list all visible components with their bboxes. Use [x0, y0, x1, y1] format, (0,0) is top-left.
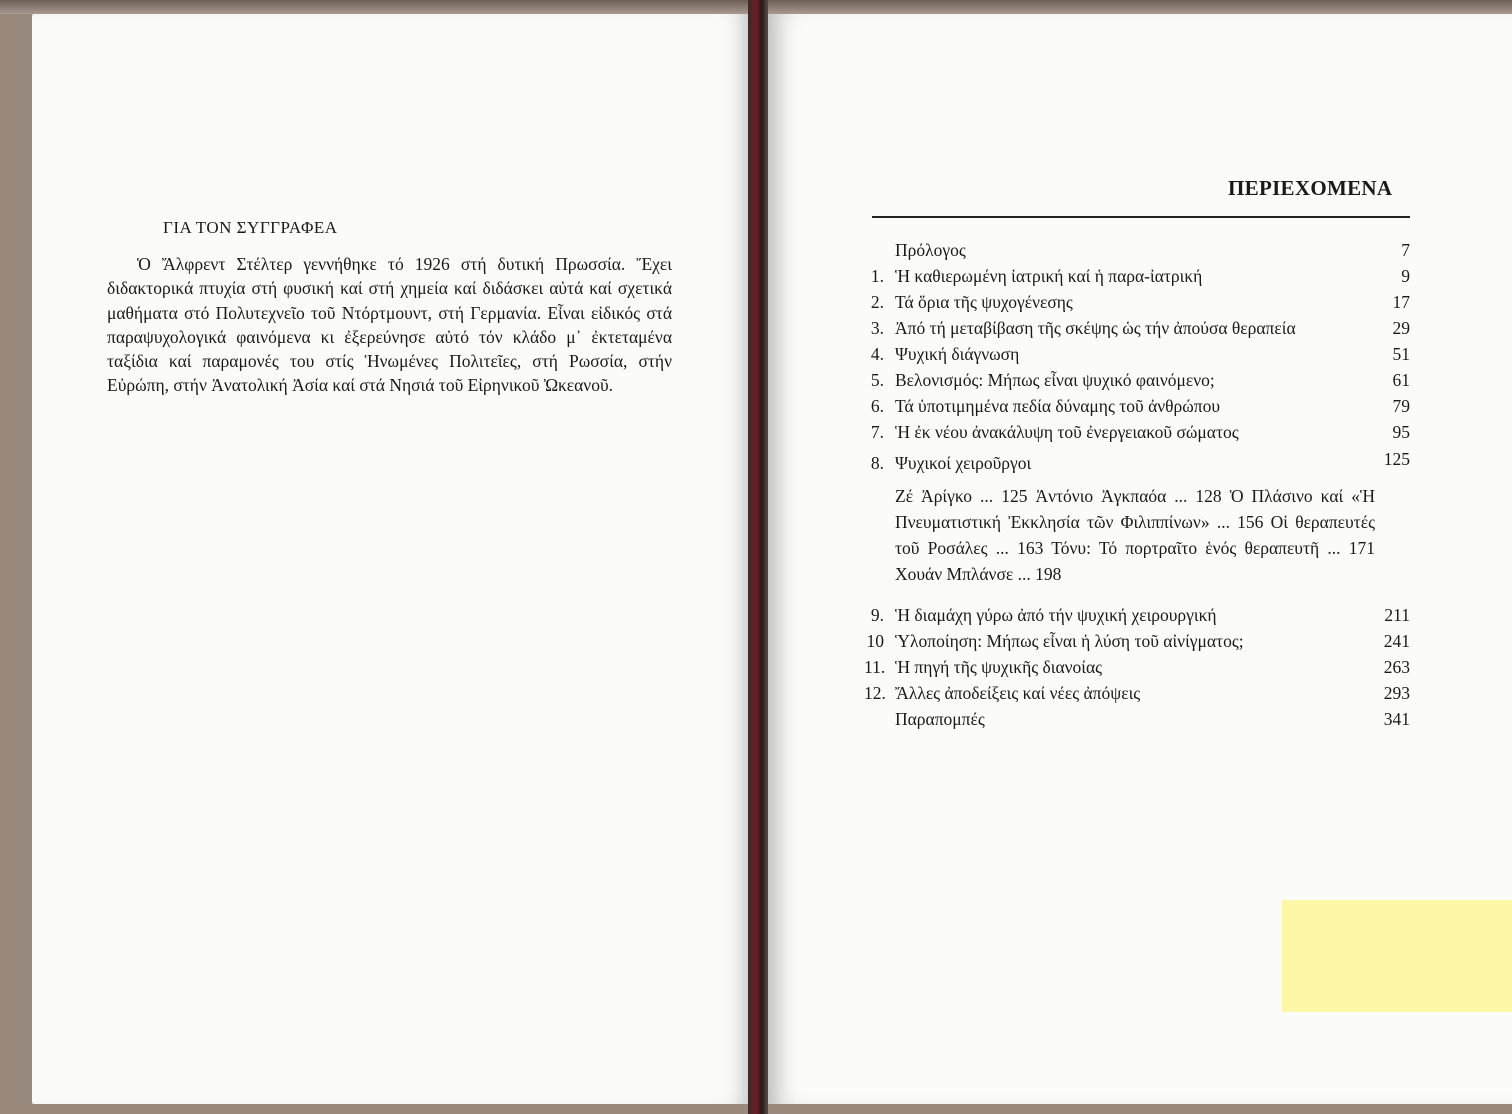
toc-page-number: 241 [1383, 631, 1410, 651]
toc-title: Ἡ καθιερωμένη ἰατρική καί ἡ παρα-ἰατρική [895, 266, 1203, 286]
toc-page-number: 125 [1383, 449, 1410, 469]
toc-title: Ψυχικοί χειροῦργοι [895, 453, 1032, 473]
toc-entry [864, 422, 1410, 448]
toc-number: 7. [870, 422, 884, 442]
contents-divider [872, 216, 1410, 218]
toc-title: Ἡ πηγή τῆς ψυχικῆς διανοίας [895, 657, 1103, 677]
toc-number: 6. [870, 396, 884, 416]
about-author-text: Ὁ Ἄλφρεντ Στέλτερ γεννήθηκε τό 1926 στή δυτική Πρωσσία. Ἔχει διδακτορικά πτυχία στή φυσική καί στή χημεία καί διδάσκει αὐτά καί σχετικά μαθήματα στό Πολυτεχνεῖο τοῦ Ντόρτμουντ, στή Γερμανία. Εἶναι εἰδικός στά παραψυχολογικά φαινόμενα κι ἐξερεύνησε αὐτό τόν κλάδο μ᾿ ἐκτεταμένα ταξίδια καί παραμονές του στίς Ἡνωμένες Πολιτεῖες, στή Ρωσσία, στήν Εὐρώπη, στήν Ἀνατολική Ἀσία καί στά Νησιά τοῦ Εἰρηνικοῦ Ὠκεανοῦ. [107, 254, 672, 396]
toc-number: 2. [870, 292, 884, 312]
toc-title: Πρόλογος [895, 240, 966, 260]
toc-page-number: 95 [1392, 422, 1410, 442]
toc-number: 12. [864, 683, 886, 703]
toc-entry [864, 370, 1410, 396]
left-page [32, 14, 748, 1104]
toc-number: 3. [870, 318, 884, 338]
toc-title: Ἄλλες ἀποδείξεις καί νέες ἀπόψεις [895, 683, 1141, 703]
toc-entry [864, 266, 1410, 292]
chapter-8-subentries: Ζέ Ἀρίγκο ... 125 Ἀντόνιο Ἀγκπαόα ... 128 Ὁ Πλάσινο καί «Ἡ Πνευματιστική Ἐκκλησία τῶν Φιλιππίνων» ... 156 Οἱ θεραπευτές τοῦ Ροσάλες ... 163 Τόνυ: Τό πορτραῖτο ἑνός θεραπευτῆ ... 171 Χουάν Μπλάνσε ... 198 [895, 486, 1375, 584]
toc-entry [864, 292, 1410, 318]
toc-page-number: 9 [1401, 266, 1410, 286]
toc-title: Ἀπό τή μεταβίβαση τῆς σκέψης ὡς τήν ἀπούσα θεραπεία [895, 318, 1296, 338]
toc-entry [864, 344, 1410, 370]
toc-number: 10 [866, 631, 884, 651]
contents-title: ΠΕΡΙΕΧΟΜΕΝΑ [1228, 176, 1393, 200]
toc-page-number: 51 [1392, 344, 1410, 364]
toc-title: Τά ὑποτιμημένα πεδία δύναμης τοῦ ἀνθρώπου [895, 396, 1221, 416]
toc-title: Τά ὅρια τῆς ψυχογένεσης [895, 292, 1073, 312]
toc-number: 5. [870, 370, 884, 390]
toc-entry [864, 318, 1410, 344]
toc-number: 11. [864, 657, 886, 677]
toc-entry [864, 396, 1410, 422]
toc-number: 8. [870, 453, 884, 473]
toc-number: 1. [870, 266, 884, 286]
toc-entry [864, 709, 1410, 735]
toc-entry [864, 683, 1410, 709]
toc-page-number: 7 [1401, 240, 1410, 260]
toc-number: 4. [870, 344, 884, 364]
toc-entry [864, 449, 1410, 479]
toc-page-number: 293 [1383, 683, 1410, 703]
about-author-heading: ΓΙΑ ΤΟΝ ΣΥΓΓΡΑΦΕΑ [163, 218, 338, 237]
toc-number: 9. [870, 605, 884, 625]
toc-page-number: 79 [1392, 396, 1410, 416]
toc-entry [864, 240, 1410, 266]
toc-title: Ἡ ἐκ νέου ἀνακάλυψη τοῦ ἐνεργειακοῦ σώματος [895, 422, 1239, 442]
sticky-note [1282, 900, 1512, 1012]
book-spine [748, 0, 768, 1114]
toc-entry [864, 605, 1410, 631]
toc-page-number: 263 [1383, 657, 1410, 677]
toc-title: Ἡ διαμάχη γύρω ἀπό τήν ψυχική χειρουργική [895, 605, 1217, 625]
toc-page-number: 211 [1384, 605, 1410, 625]
toc-page-number: 29 [1392, 318, 1410, 338]
toc-title: Ψυχική διάγνωση [895, 344, 1020, 364]
toc-page-number: 17 [1392, 292, 1410, 312]
toc-title: Βελονισμός: Μήπως εἶναι ψυχικό φαινόμενο; [895, 370, 1215, 390]
toc-entry [864, 657, 1410, 683]
toc-title: Ὑλοποίηση: Μήπως εἶναι ἡ λύση τοῦ αἰνίγματος; [895, 631, 1244, 651]
toc-page-number: 61 [1392, 370, 1410, 390]
toc-title: Παραπομπές [895, 709, 985, 729]
toc-page-number: 341 [1383, 709, 1410, 729]
toc-entry [864, 631, 1410, 657]
